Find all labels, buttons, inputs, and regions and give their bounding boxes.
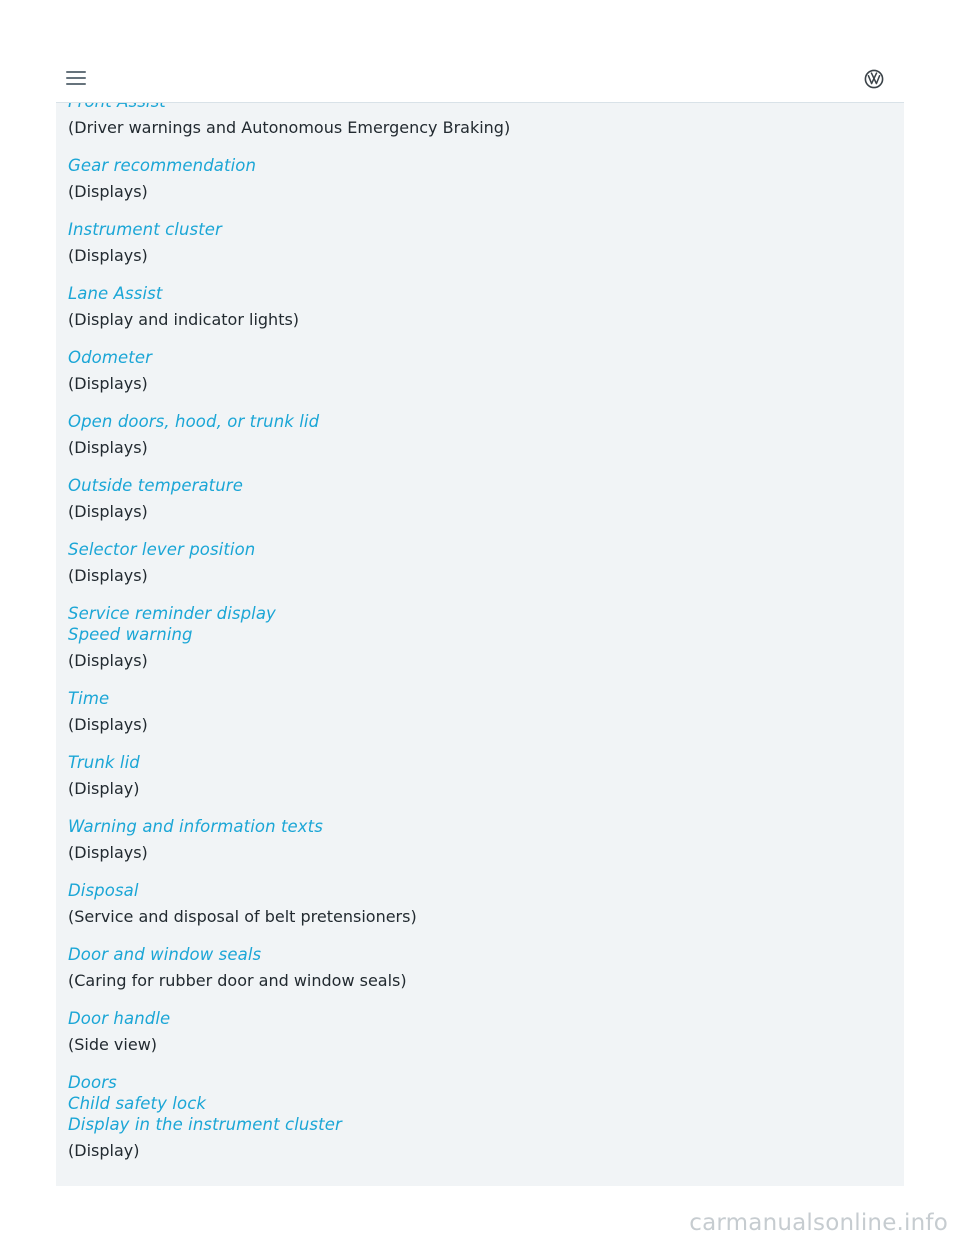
index-link[interactable]: Gear recommendation xyxy=(68,156,257,175)
index-link[interactable]: Doors xyxy=(68,1073,117,1092)
index-link[interactable]: Disposal xyxy=(68,881,139,900)
index-link[interactable]: Odometer xyxy=(68,348,152,367)
index-link[interactable]: Outside temperature xyxy=(68,476,243,495)
index-description: (Displays) xyxy=(68,182,148,201)
list-item xyxy=(68,1072,884,1162)
hamburger-menu-icon[interactable] xyxy=(66,71,86,87)
list-item xyxy=(68,283,884,331)
index-link[interactable]: Instrument cluster xyxy=(68,220,222,239)
list-item xyxy=(68,603,884,672)
list-item xyxy=(68,752,884,800)
watermark: carmanualsonline.info xyxy=(689,1210,948,1236)
vw-logo-icon[interactable] xyxy=(864,69,884,89)
index-description: (Displays) xyxy=(68,246,148,265)
index-description: (Displays) xyxy=(68,438,148,457)
index-panel xyxy=(56,103,904,1186)
list-item xyxy=(68,688,884,736)
index-link[interactable]: Speed warning xyxy=(68,625,193,644)
index-link[interactable]: Selector lever position xyxy=(68,540,256,559)
list-item xyxy=(68,347,884,395)
index-link[interactable]: Time xyxy=(68,689,110,708)
top-bar xyxy=(56,54,904,103)
index-description: (Displays) xyxy=(68,651,148,670)
list-item xyxy=(68,475,884,523)
index-link[interactable]: Warning and information texts xyxy=(68,817,323,836)
list-item xyxy=(68,155,884,203)
index-link[interactable]: Display in the instrument cluster xyxy=(68,1115,342,1134)
index-link[interactable]: Door and window seals xyxy=(68,945,262,964)
index-link[interactable]: Child safety lock xyxy=(68,1094,207,1113)
list-item xyxy=(68,219,884,267)
list-item xyxy=(68,944,884,992)
index-description: (Displays) xyxy=(68,843,148,862)
list-item xyxy=(68,816,884,864)
index-link[interactable]: Door handle xyxy=(68,1009,171,1028)
index-description: (Caring for rubber door and window seals) xyxy=(68,971,407,990)
index-link[interactable]: Open doors, hood, or trunk lid xyxy=(68,412,320,431)
list-item xyxy=(68,1008,884,1056)
list-item xyxy=(68,411,884,459)
index-link[interactable]: Lane Assist xyxy=(68,284,163,303)
list-item xyxy=(68,880,884,928)
list-item xyxy=(68,539,884,587)
index-description: (Displays) xyxy=(68,374,148,393)
index-description: (Service and disposal of belt pretensioners) xyxy=(68,907,417,926)
index-description: (Displays) xyxy=(68,502,148,521)
index-link[interactable]: Trunk lid xyxy=(68,753,140,772)
index-description: (Displays) xyxy=(68,566,148,585)
index-description: (Driver warnings and Autonomous Emergency Braking) xyxy=(68,118,511,137)
index-link[interactable]: Service reminder display xyxy=(68,604,276,623)
index-description: (Displays) xyxy=(68,715,148,734)
index-list xyxy=(68,91,884,1178)
index-description: (Display and indicator lights) xyxy=(68,310,300,329)
index-description: (Side view) xyxy=(68,1035,158,1054)
index-description: (Display) xyxy=(68,779,140,798)
index-description: (Display) xyxy=(68,1141,140,1160)
